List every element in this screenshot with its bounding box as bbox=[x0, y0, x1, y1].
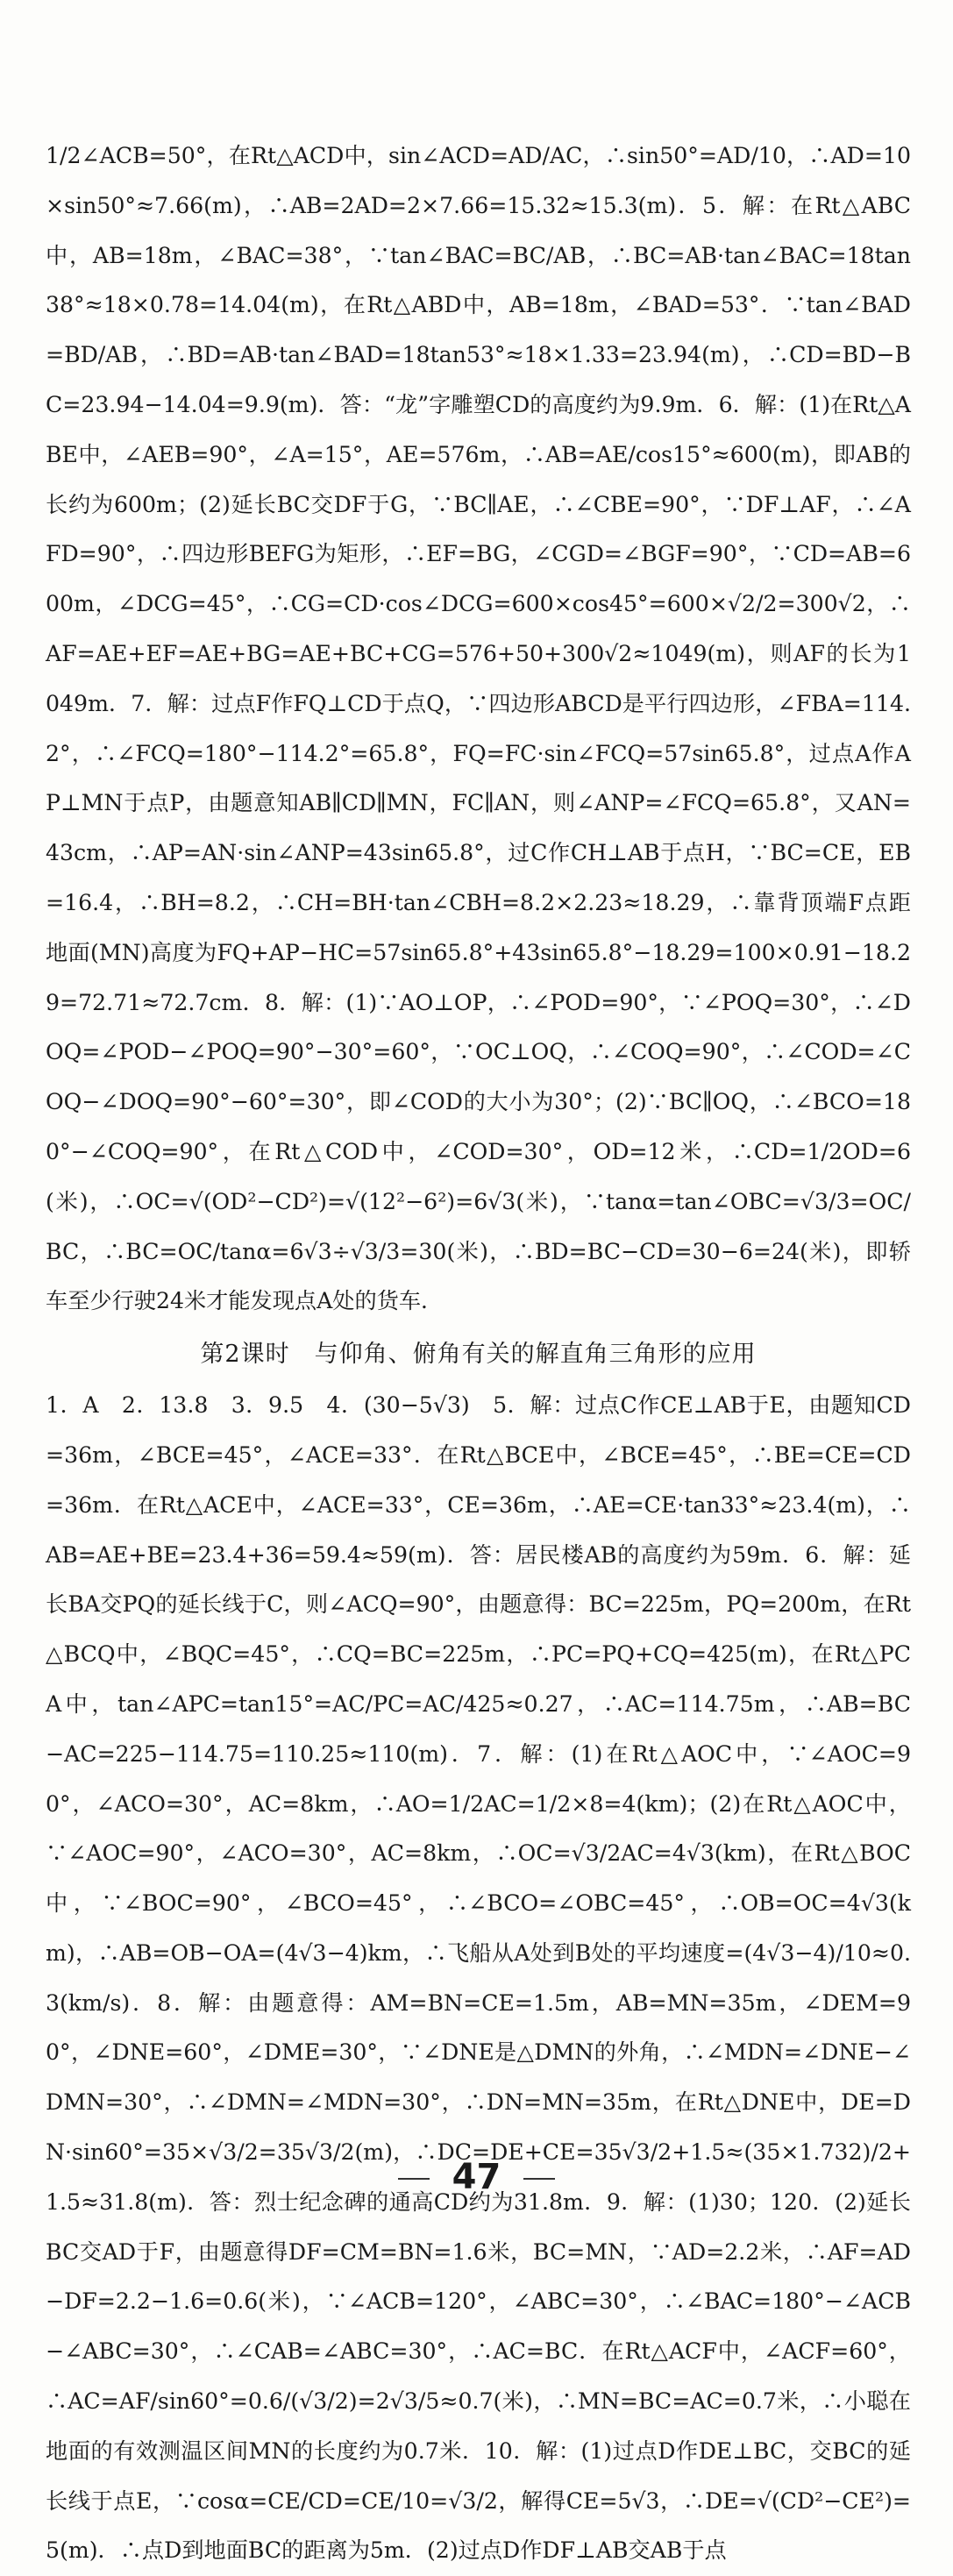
answer-text-block-2: 1．A 2．13.8 3．9.5 4．(30−5√3) 5．解：过点C作CE⊥AB于E，由题知CD=36m，∠BCE=45°，∠ACE=33°．在Rt△BCE中，∠BCE=45°，∴BE=CE=CD=36m．在Rt△ACE中，∠ACE=33°，CE=36m，∴AE=CE·tan33°≈23.4(m)，∴AB=AE+BE=23.4+36=59.4≈59(m)．答：居民楼AB的高度约为59m．6．解：延长BA交PQ的延长线于C，则∠ACQ=90°，由题意得：BC=225m，PQ=200m，在Rt△BCQ中，∠BQC=45°，∴CQ=BC=225m，∴PC=PQ+CQ=425(m)，在Rt△PCA中，tan∠APC=tan15°=AC/PC=AC/425≈0.27，∴AC=114.75m，∴AB=BC−AC=225−114.75=110.25≈110(m)．7．解：(1)在Rt△AOC中，∵∠AOC=90°，∠ACO=30°，AC=8km，∴AO=1/2AC=1/2×8=4(km)；(2)在Rt△AOC中，∵∠AOC=90°，∠ACO=30°，AC=8km，∴OC=√3/2AC=4√3(km)，在Rt△BOC中，∵∠BOC=90°，∠BCO=45°，∴∠BCO=∠OBC=45°，∴OB=OC=4√3(km)，∴AB=OB−OA=(4√3−4)km，∴飞船从A处到B处的平均速度=(4√3−4)/10≈0.3(km/s)．8．解：由题意得：AM=BN=CE=1.5m，AB=MN=35m，∠DEM=90°，∠DNE=60°，∠DME=30°，∵∠DNE是△DMN的外角，∴∠MDN=∠DNE−∠DMN=30°，∴∠DMN=∠MDN=30°，∴DN=MN=35m，在Rt△DNE中，DE=DN·sin60°=35×√3/2=35√3/2(m)，∴DC=DE+CE=35√3/2+1.5≈(35×1.732)/2+1.5≈31.8(m)．答：烈士纪念碑的通高CD约为31.8m．9．解：(1)30；120．(2)延长BC交AD于F，由题意得DF=CM=BN=1.6米，BC=MN，∵AD=2.2米，∴AF=AD−DF=2.2−1.6=0.6(米)，∵∠ACB=120°，∠ABC=30°，∴∠BAC=180°−∠ACB−∠ABC=30°，∴∠CAB=∠ABC=30°，∴AC=BC．在Rt△ACF中，∠ACF=60°，∴AC=AF/sin60°=0.6/(√3/2)=2√3/5≈0.7(米)，∴MN=BC=AC=0.7米，∴小聪在地面的有效测温区间MN的长度约为0.7米．10．解：(1)过点D作DE⊥BC，交BC的延长线于点E，∵cosα=CE/CD=CE/10=√3/2，解得CE=5√3，∴DE=√(CD²−CE²)=5(m)．∴点D到地面BC的距离为5m．(2)过点D作DF⊥AB交AB于点 bbox=[46, 1392, 911, 2564]
page-number: 47 bbox=[0, 2157, 953, 2197]
section-heading: 第2课时 与仰角、俯角有关的解直角三角形的应用 bbox=[200, 1341, 757, 1369]
answer-text-block-1: 1/2∠ACB=50°，在Rt△ACD中，sin∠ACD=AD/AC，∴sin50°=AD/10，∴AD=10×sin50°≈7.66(m)，∴AB=2AD=2×7.66=15.32≈15.3(m)．5．解：在Rt△ABC中，AB=18m，∠BAC=38°，∵tan∠BAC=BC/AB，∴BC=AB·tan∠BAC=18tan38°≈18×0.78=14.04(m)，在Rt△ABD中，AB=18m，∠BAD=53°．∵tan∠BAD=BD/AB，∴BD=AB·tan∠BAD=18tan53°≈18×1.33=23.94(m)，∴CD=BD−BC=23.94−14.04=9.9(m)．答：“龙”字雕塑CD的高度约为9.9m．6．解：(1)在Rt△ABE中，∠AEB=90°，∠A=15°，AE=576m，∴AB=AE/cos15°≈600(m)，即AB的长约为600m；(2)延长BC交DF于G，∵BC∥AE，∴∠CBE=90°，∵DF⊥AF，∴∠AFD=90°，∴四边形BEFG为矩形，∴EF=BG，∠CGD=∠BGF=90°，∵CD=AB=600m，∠DCG=45°，∴CG=CD·cos∠DCG=600×cos45°=600×√2/2=300√2，∴AF=AE+EF=AE+BG=AE+BC+CG=576+50+300√2≈1049(m)，则AF的长为1049m．7．解：过点F作FQ⊥CD于点Q，∵四边形ABCD是平行四边形，∠FBA=114.2°，∴∠FCQ=180°−114.2°=65.8°，FQ=FC·sin∠FCQ=57sin65.8°，过点A作AP⊥MN于点P，由题意知AB∥CD∥MN，FC∥AN，则∠ANP=∠FCQ=65.8°，又AN=43cm，∴AP=AN·sin∠ANP=43sin65.8°，过C作CH⊥AB于点H，∵BC=CE，EB=16.4，∴BH=8.2，∴CH=BH·tan∠CBH=8.2×2.23≈18.29，∴靠背顶端F点距地面(MN)高度为FQ+AP−HC=57sin65.8°+43sin65.8°−18.29=100×0.91−18.29=72.71≈72.7cm．8．解：(1)∵AO⊥OP，∴∠POD=90°，∵∠POQ=30°，∴∠DOQ=∠POD−∠POQ=90°−30°=60°，∵OC⊥OQ，∴∠COQ=90°，∴∠COD=∠COQ−∠DOQ=90°−60°=30°，即∠COD的大小为30°；(2)∵BC∥OQ，∴∠BCO=180°−∠COQ=90°，在Rt△COD中，∠COD=30°，OD=12米，∴CD=1/2OD=6(米)，∴OC=√(OD²−CD²)=√(12²−6²)=6√3(米)，∵tanα=tan∠OBC=√3/3=OC/BC，∴BC=OC/tanα=6√3÷√3/3=30(米)，∴BD=BC−CD=30−6=24(米)，即轿车至少行驶24米才能发现点A处的货车． bbox=[46, 143, 911, 1314]
